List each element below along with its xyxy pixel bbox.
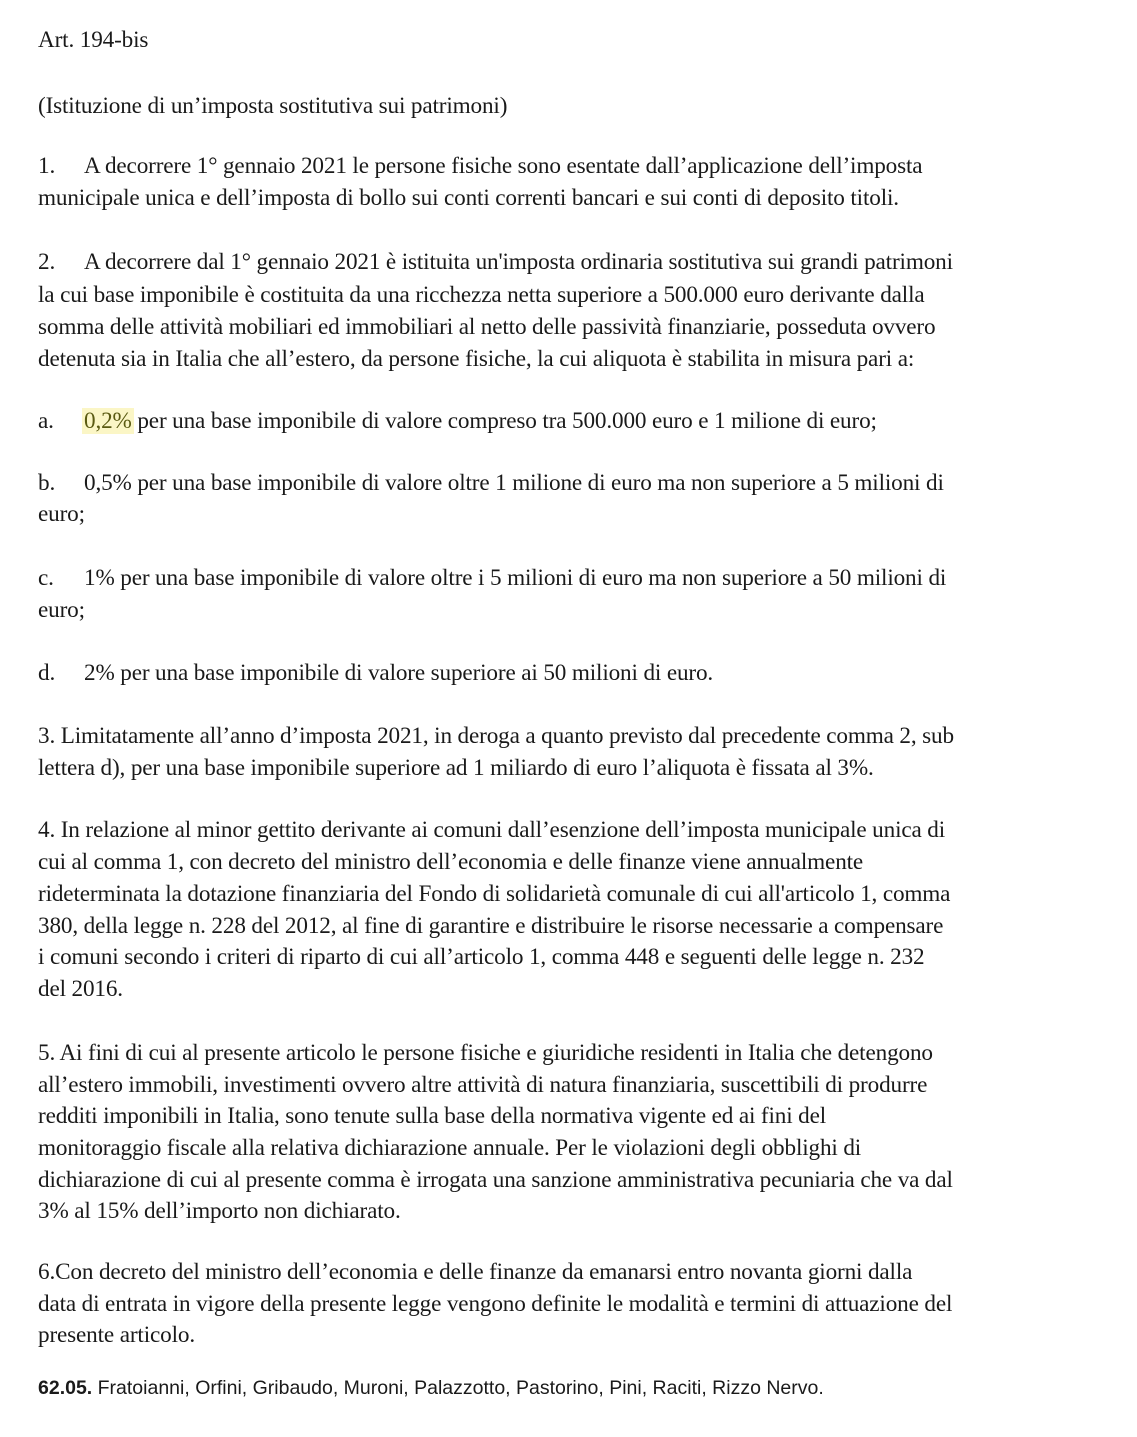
paragraph-line: all’estero immobili, investimenti ovvero altre attività di natura finanziaria, suscettibili di produrre	[38, 1072, 928, 1098]
paragraph-label: 2.	[38, 249, 56, 275]
paragraph-label: 1.	[38, 153, 56, 179]
article-number: Art. 194-bis	[38, 27, 149, 53]
amendment-code: 62.05.	[38, 1377, 93, 1399]
item-line: euro;	[38, 597, 85, 623]
paragraph-line: 4. In relazione al minor gettito derivante ai comuni dall’esenzione dell’imposta municipale unica di	[38, 817, 946, 843]
item-label: c.	[38, 565, 54, 591]
paragraph-line: 5. Ai fini di cui al presente articolo le persone fisiche e giuridiche residenti in Italia che detengono	[38, 1040, 933, 1066]
paragraph-line: i comuni secondo i criteri di riparto di cui all’articolo 1, comma 448 e seguenti delle legge n. 232	[38, 944, 925, 970]
item-line: euro;	[38, 501, 85, 527]
paragraph-line: presente articolo.	[38, 1322, 195, 1348]
paragraph-line: municipale unica e dell’imposta di bollo sui conti correnti bancari e sui conti di deposito titoli.	[38, 185, 899, 211]
paragraph-line: rideterminata la dotazione finanziaria del Fondo di solidarietà comunale di cui all'articolo 1, comma	[38, 881, 951, 907]
paragraph-line: 3. Limitatamente all’anno d’imposta 2021, in deroga a quanto previsto dal precedente comma 2, sub	[38, 723, 954, 749]
paragraph-line: dichiarazione di cui al presente comma è irrogata una sanzione amministrativa pecuniaria che va dal	[38, 1167, 953, 1193]
paragraph-line: lettera d), per una base imponibile superiore ad 1 miliardo di euro l’aliquota è fissata al 3%.	[38, 755, 874, 781]
paragraph-line: 6.Con decreto del ministro dell’economia e delle finanze da emanarsi entro novanta giorni dalla	[38, 1259, 913, 1285]
item-label: a.	[38, 408, 54, 434]
paragraph-line: cui al comma 1, con decreto del ministro dell’economia e delle finanze viene annualmente	[38, 849, 864, 875]
paragraph-line: la cui base imponibile è costituita da una ricchezza netta superiore a 500.000 euro derivante dalla	[38, 282, 925, 308]
paragraph-line: monitoraggio fiscale alla relativa dichiarazione annuale. Per le violazioni degli obblighi di	[38, 1135, 862, 1161]
paragraph-line: del 2016.	[38, 976, 123, 1002]
paragraph-line: data di entrata in vigore della presente legge vengono definite le modalità e termini di attuazione del	[38, 1291, 953, 1317]
paragraph-line: redditi imponibili in Italia, sono tenute sulla base della normativa vigente ed ai fini del	[38, 1103, 827, 1129]
item-line: 0,5% per una base imponibile di valore oltre 1 milione di euro ma non superiore a 5 milioni di	[84, 470, 944, 496]
paragraph-line: somma delle attività mobiliari ed immobiliari al netto delle passività finanziarie, posseduta ovvero	[38, 314, 936, 340]
paragraph-line: 380, della legge n. 228 del 2012, al fine di garantire e distribuire le risorse necessarie a compensare	[38, 913, 944, 939]
item-label: b.	[38, 470, 56, 496]
paragraph-line: 3% al 15% dell’importo non dichiarato.	[38, 1198, 401, 1224]
paragraph-line: detenuta sia in Italia che all’estero, da persone fisiche, la cui aliquota è stabilita in misura pari a:	[38, 346, 915, 372]
highlighted-rate: 0,2%	[84, 408, 132, 434]
item-line: 1% per una base imponibile di valore oltre i 5 milioni di euro ma non superiore a 50 milioni di	[84, 565, 947, 591]
paragraph-line: A decorrere 1° gennaio 2021 le persone fisiche sono esentate dall’applicazione dell’imposta	[84, 153, 923, 179]
signatory-list: Fratoianni, Orfini, Gribaudo, Muroni, Palazzotto, Pastorino, Pini, Raciti, Rizzo Nervo.	[97, 1377, 824, 1399]
paragraph-line: A decorrere dal 1° gennaio 2021 è istituita un'imposta ordinaria sostitutiva sui grandi patrimoni	[84, 249, 953, 275]
item-text: per una base imponibile di valore compreso tra 500.000 euro e 1 milione di euro;	[137, 408, 877, 434]
item-label: d.	[38, 660, 56, 686]
article-heading: (Istituzione di un’imposta sostitutiva sui patrimoni)	[38, 93, 508, 119]
amendment-signatories	[38, 1377, 824, 1400]
item-text: 2% per una base imponibile di valore superiore ai 50 milioni di euro.	[84, 660, 714, 686]
